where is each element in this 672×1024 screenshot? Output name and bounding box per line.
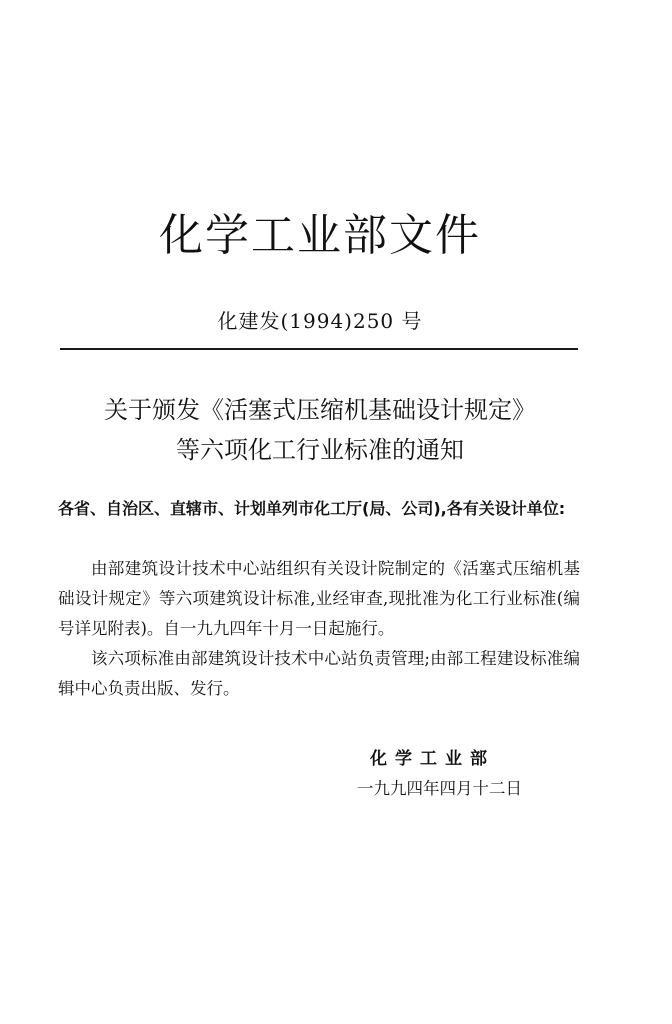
notice-heading-line-2: 等六项化工行业标准的通知: [176, 436, 464, 464]
addressee: 各省、自治区、直辖市、计划单列市化工厅(局、公司),各有关设计单位:: [58, 499, 566, 518]
signature-department: 化学工业部: [370, 749, 495, 769]
signature-date: 一九九四年四月十二日: [357, 779, 522, 798]
document-number: 化建发(1994)250 号: [217, 309, 423, 333]
body-paragraph-1: 由部建筑设计技术中心站组织有关设计院制定的《活塞式压缩机基础设计规定》等六项建筑设计标准,业经审查,现批准为化工行业标准(编号详见附表)。自一九九四年十月一日起施行。: [58, 559, 580, 638]
header-divider: [60, 348, 578, 350]
notice-heading-line-1: 关于颁发《活塞式压缩机基础设计规定》: [104, 396, 536, 424]
document-title: 化学工业部文件: [159, 210, 481, 261]
body-paragraph-2: 该六项标准由部建筑设计技术中心站负责管理;由部工程建设标准编辑中心负责出版、发行。: [58, 649, 580, 698]
